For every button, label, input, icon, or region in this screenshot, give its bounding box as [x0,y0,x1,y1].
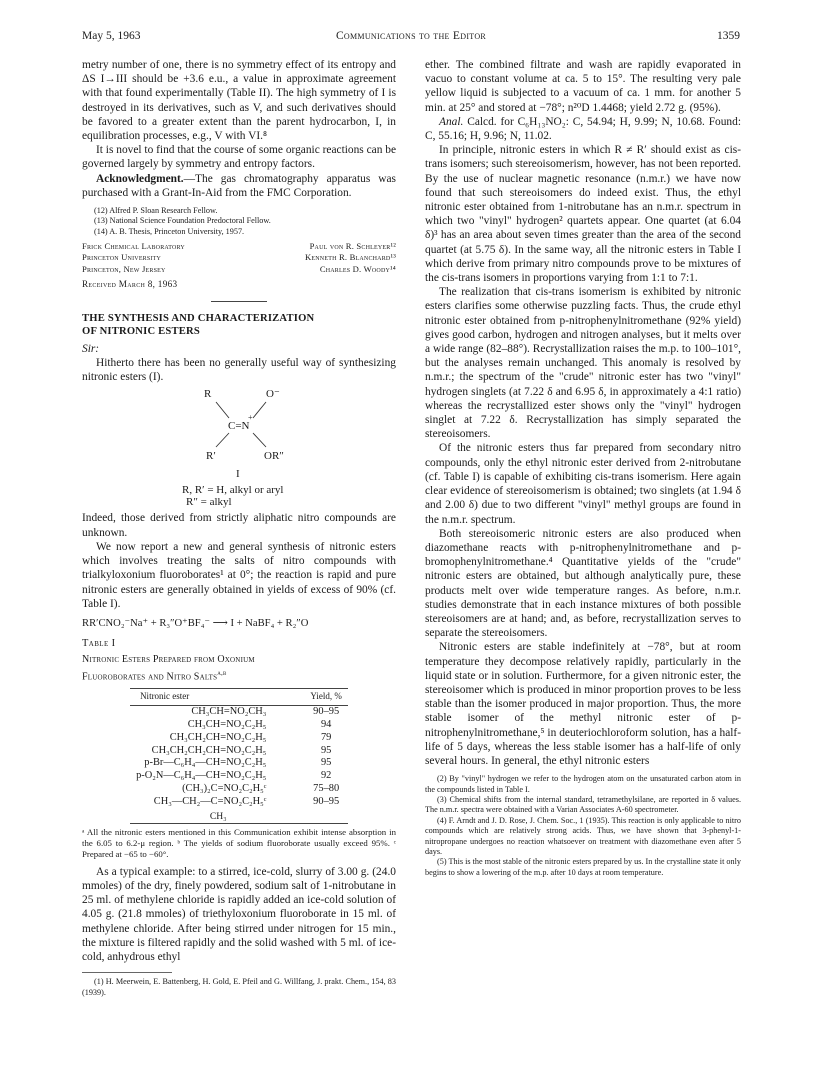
analysis-label: Anal. [439,115,464,128]
methyl-substituent: CH₃ [209,810,227,822]
structure-definitions: R, R′ = H, alkyl or aryl R″ = alkyl [182,483,284,509]
table-header: Yield, % [304,689,348,706]
page-number: 1359 [717,30,740,42]
author-affiliation [82,241,396,275]
affiliation-line: Frick Chemical Laboratory [82,241,185,252]
paragraph: Both stereoisomeric nitronic esters are also produced when diazomethane reacts with p-nitrophenylnitromethane and p-bromophenylnitromethane.⁴ Quantitative yields of the "crude" nitronic esters are obtained, but although analytically pure, these products melt over wide temperature ranges. As before, n.m.r. studies demonstrate that in each instance mixtures of both possible stereoisomers are at hand; and, as before, recrystallization serves to separate the stereoisomers. [425,527,741,640]
acknowledgment-label: Acknowledgment. [96,172,184,185]
footnote-14: (14) A. B. Thesis, Princeton University, 1957. [94,226,245,236]
table-row: CH₃CH₂CH₂CH=NO₂C₂H₅ 95 [151,744,332,756]
paragraph: We now report a new and general synthesis of nitronic esters which involves treating the salts of nitro compounds with trialkyloxonium fluoroborates¹ at 0°; the reaction is rapid and pure nitronic esters are generally obtained in yields of excess of 90% (cf. Table I). [82,540,396,610]
footnotes [82,206,396,237]
paragraph: Hitherto there has been no generally useful way of synthesizing nitronic esters (I). [82,357,396,384]
table-row: (CH₃)₂C=NO₂C₂H₅ᶜ 75–80 [182,783,340,795]
paragraph: Nitronic esters are stable indefinitely at −78°, but at room temperature they decompose relatively rapidly, particularly in the liquid state or in solution. Furthermore, for a given nitronic ester, the stereoisomer which is produced in minor proportion proves to be less stable than the isomer produced in major proportion. Thus, the more stable isomer of the methyl nitronic ester of p-nitrophenylnitromethane,⁵ in deuteriochloroform solution, has a half-life of 5 days, whereas the less stable isomer has a half-life of only several hours. In general, the ethyl nitronic esters [425,641,741,767]
right-column [425,58,741,1048]
footnotes [425,774,741,878]
table-title: Nitronic Esters Prepared from Oxonium Fluoroborates and Nitro Salts$^{a,b}$ [82,654,255,683]
footnote-1: (1) H. Meerwein, E. Battenberg, H. Gold, E. Pfeil and G. Willfang, J. prakt. Chem., 154, 83 (1939). [82,977,396,997]
affiliation-line: Princeton, New Jersey [82,263,166,274]
paragraph: Of the nitronic esters thus far prepared from secondary nitro compounds, only the ethyl nitronic ester derived from 2-nitrobutane (cf. Table I) is capable of exhibiting cis-trans isomerism. Here again clear evidence of stereoisomerism is obtained; two singlets (at 1.94 δ and 2.00 δ) due to two different "vinyl" methyl groups are found in the n.m.r. spectrum. [425,442,741,526]
reaction-equation: RR′CNO₂⁻Na⁺ + R₃″O⁺BF₄⁻ ⟶ I + NaBF₄ + R₂″O [82,617,309,629]
running-title: Communications to the Editor [335,30,487,42]
footnote-13: (13) National Science Foundation Predoctoral Fellow. [94,216,271,226]
page-header [82,30,740,46]
substituent-r-prime: R′ [206,449,216,462]
table-header: Nitronic ester [130,689,304,706]
paragraph: It is novel to find that the course of some organic reactions can be governed largely by symmetry and entropy factors. [82,144,396,171]
table-row: p-Br—C₆H₄—CH=NO₂C₂H₅ 95 [144,757,332,769]
oxygen-anion: O⁻ [266,387,280,400]
table-label: Table I [82,638,116,650]
analysis [425,115,741,143]
footnote-3: (3) Chemical shifts from the internal standard, tetramethylsilane, are reported in δ values. The n.m.r. spectra were obtained with a Varian Associates A-60 spectrometer. [425,794,741,815]
paragraph: ether. The combined filtrate and wash are rapidly evaporated in vacuo to constant volume at ca. 5 to 15°. The resulting very pale yellow liquid is subjected to a vacuum of ca. 1 mm. for another 5 min. at 25° and stored at −78°; n²⁰D 1.4468; yield 2.72 g. (95%). [425,59,741,114]
acknowledgment-text: —The gas chromatography apparatus was purchased with a Grant-In-Aid from the FMC Corporation. [82,172,396,199]
issue-date: May 5, 1963 [82,30,141,42]
paragraph: Indeed, those derived from strictly aliphatic nitro compounds are unknown. [82,512,396,539]
footnote-5: (5) This is the most stable of the nitronic esters prepared by us. In the crystalline state it only begins to show a lowering of the m.p. after 10 days at room temperature. [425,857,741,877]
positive-charge: + [248,412,253,422]
paragraph: In principle, nitronic esters in which R ≠ R′ should exist as cis-trans isomers; such stereoisomerism, however, has not been reported. By the use of nuclear magnetic resonance (n.m.r.) we have now found that such stereoisomers do indeed exist. Thus, the ethyl nitronic ester obtained from 1-nitrobutane has an n.m.r. spectrum in which two "vinyl" hydrogen² quartets appear. One quartet (at 6.04 δ)³ has an area about seven times greater than the area of the second quartet (at 5.75 δ). In the same way, all the nitronic esters in Table I which derive from primary nitro compounds prove to be mixtures of the cis-trans isomers in proportions varying from 1:1 to 7:1. [425,144,741,285]
affiliation-line: Princeton University [82,252,162,263]
footnote-rule [82,972,172,973]
carbon-nitrogen-bond: C=N [228,419,250,432]
author-name: Kenneth R. Blanchard¹³ [305,252,396,263]
author-name: Charles D. Woody¹⁴ [319,263,396,274]
acknowledgment [82,172,396,200]
paragraph: The realization that cis-trans isomerism is exhibited by nitronic esters clarifies some otherwise puzzling facts. Thus, the crude ethyl nitronic ester obtained from p-nitrophenylnitromethane (92% yield) gives good carbon, hydrogen and nitrogen analyses, but it melts over a wide range (82–88°). Recrystallization raises the m.p. to 100–101°, but the analyses remain unchanged. This anomaly is resolved by n.m.r.; the spectrum of the "crude" nitronic ester has two "vinyl" hydrogen singlets (at 7.22 δ and 6.95 δ, in approximately a 4:1 ratio) whereas the recrystallized ester shows only the "vinyl" hydrogen singlet at 7.22 δ. Recrystallization has simply separated the stereoisomers. [425,286,741,441]
structure-label: I [236,467,240,480]
paragraph: metry number of one, there is no symmetry effect of its entropy and ΔS I→III should be +3.6 e.u., a value in approximate agreement with that found experimentally (Table II). The high symmetry of I is destroyed in its derivatives, such as V, and such derivatives should be favored to a greater extent than the parent hydrocarbon, I, in equilibration processes, e.g., V with VI.⁸ [82,59,396,143]
salutation: Sir: [82,343,100,356]
table-row: CH₃CH₂CH=NO₂C₂H₅ 79 [169,731,332,743]
table-row: CH₃—CH₂—C=NO₂C₂H₅ᶜ CH₃ 90–95 [130,796,348,824]
footnote-12: (12) Alfred P. Sloan Research Fellow. [94,206,218,216]
received-date: Received March 8, 1963 [82,278,178,289]
analysis-text: Calcd. for C₆H₁₃NO₂: C, 54.94; H, 9.99; N, 10.68. Found: C, 55.16; H, 9.96; N, 11.02. [425,115,741,143]
substituent-r: R [204,387,212,400]
table-footnotes: ᵃ All the nitronic esters mentioned in this Communication exhibit intense absorption in the 6.05 to 6.2-μ region. ᵇ The yields of sodium fluoroborate usually exceed 95%. ᶜ Prepared at −65 to −60°. [82,827,396,860]
alkoxy-group: OR″ [264,449,284,462]
paragraph: As a typical example: to a stirred, ice-cold, slurry of 3.00 g. (24.0 mmoles) of the dry, finely powdered, sodium salt of 1-nitrobutane in 25 ml. of methylene chloride is rapidly added an ice-cold solution of 4.05 g. (21.8 mmoles) of triethyloxonium fluoroborate in 15 ml. of methylene chloride. After being stirred under nitrogen for 15 min., the mixture is filtered rapidly and the solid washed with 5 ml. of ice-cold, anhydrous ethyl [82,865,396,964]
author-name: Paul von R. Schleyer¹² [309,241,396,252]
section-divider [211,301,267,302]
article-title: THE SYNTHESIS AND CHARACTERIZATION OF NITRONIC ESTERS [82,313,315,338]
nitronic-esters-table [130,688,348,824]
left-column [82,58,396,1048]
chemical-structure-diagram [82,389,396,483]
footnote-4: (4) F. Arndt and J. D. Rose, J. Chem. Soc., 1 (1935). This reaction is only applicable to nitro compounds which are relatively strong acids. Thus, we have shown that 3-phenyl-1-nitropropane undergoes no reaction whatsoever on treatment with diazomethane even after 5 days. [425,815,741,856]
table-row: CH₃CH=NO₂CH₃ 90–95 [191,706,340,718]
table-row: p-O₂N—C₆H₄—CH=NO₂C₂H₅ 92 [136,770,332,782]
footnote-2: (2) By "vinyl" hydrogen we refer to the hydrogen atom on the unsaturated carbon atom in the compounds listed in Table I. [425,774,741,794]
table-row: CH₃CH=NO₂C₂H₅ 94 [187,719,332,731]
